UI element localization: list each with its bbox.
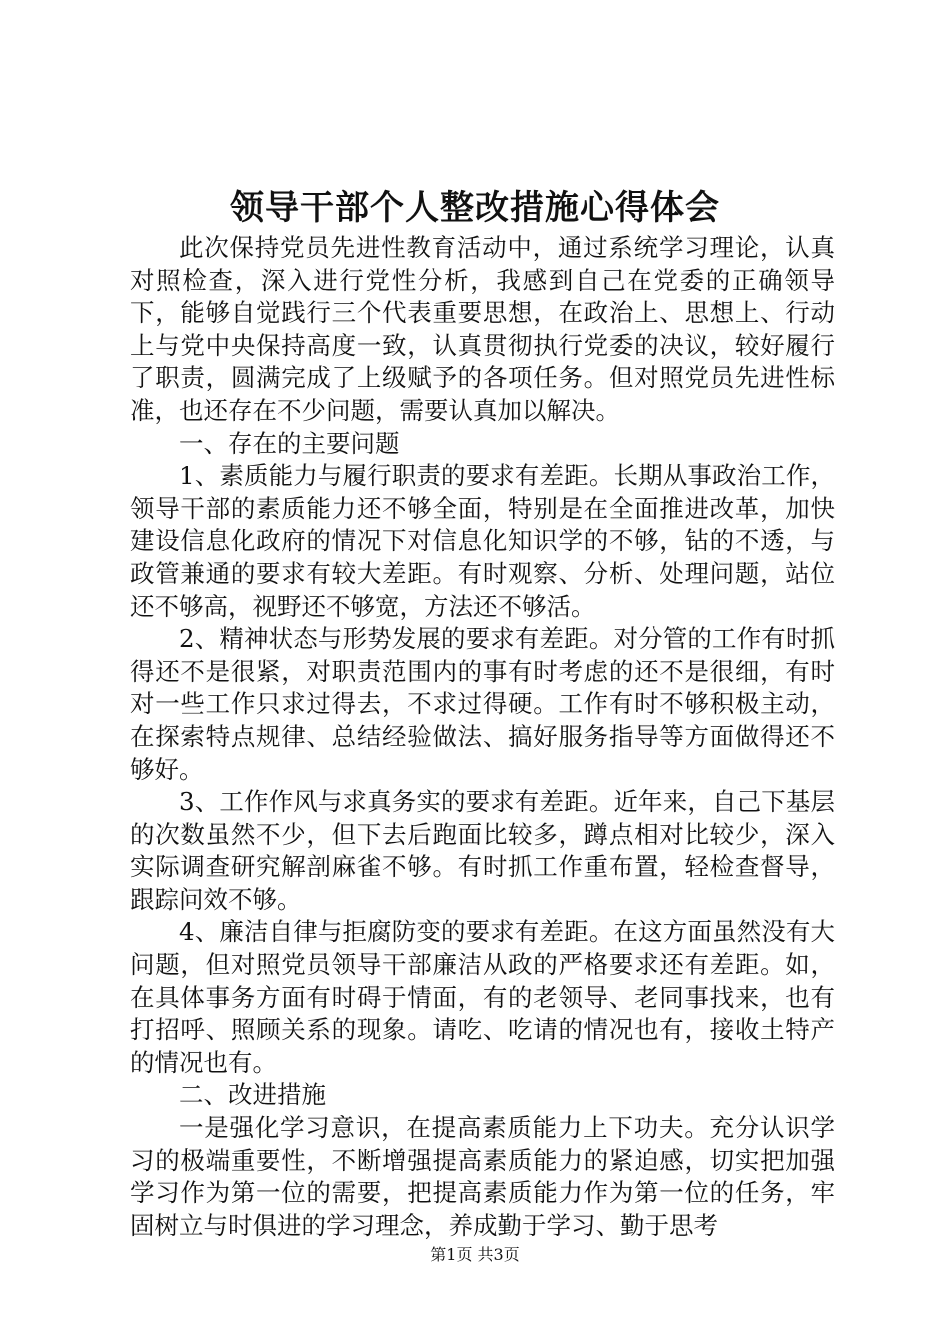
measure-paragraph-1: 一是强化学习意识，在提高素质能力上下功夫。充分认识学习的极端重要性，不断增强提高素质能力的紧迫感，切实把加强学习作为第一位的需要，把提高素质能力作为第一位的任务，牢固树立与时俱进的学习理念，养成勤于学习、勤于思考 <box>130 1113 835 1240</box>
document-body <box>130 232 835 1242</box>
problem-paragraph-4: 4、廉洁自律与拒腐防变的要求有差距。在这方面虽然没有大问题，但对照党员领导干部廉洁从政的严格要求还有差距。如，在具体事务方面有时碍于情面，有的老领导、老同事找来，也有打招呼、照顾关系的现象。请吃、吃请的情况也有，接收土特产的情况也有。 <box>130 917 835 1077</box>
section-heading-problems: 一、存在的主要问题 <box>179 428 400 458</box>
problem-paragraph-1: 1、素质能力与履行职责的要求有差距。长期从事政治工作，领导干部的素质能力还不够全面，特别是在全面推进改革，加快建设信息化政府的情况下对信息化知识学的不够，钻的不透，与政管兼通的要求有较大差距。有时观察、分析、处理问题，站位还不够高，视野还不够宽，方法还不够活。 <box>130 461 835 621</box>
page-footer: 第1页 共3页 <box>430 1245 520 1264</box>
document-title: 领导干部个人整改措施心得体会 <box>230 188 720 228</box>
problem-paragraph-2: 2、精神状态与形势发展的要求有差距。对分管的工作有时抓得还不是很紧，对职责范围内的事有时考虑的还不是很细，有时对一些工作只求过得去，不求过得硬。工作有时不够积极主动，在探索特点规律、总结经验做法、搞好服务指导等方面做得还不够好。 <box>130 624 835 784</box>
section-heading-measures: 二、改进措施 <box>179 1080 326 1110</box>
intro-paragraph: 此次保持党员先进性教育活动中，通过系统学习理论，认真对照检查，深入进行党性分析，我感到自己在党委的正确领导下，能够自觉践行三个代表重要思想，在政治上、思想上、行动上与党中央保持高度一致，认真贯彻执行党委的决议，较好履行了职责，圆满完成了上级赋予的各项任务。但对照党员先进性标准，也还存在不少问题，需要认真加以解决。 <box>130 233 835 425</box>
problem-paragraph-3: 3、工作作风与求真务实的要求有差距。近年来，自己下基层的次数虽然不少，但下去后跑面比较多，蹲点相对比较少，深入实际调查研究解剖麻雀不够。有时抓工作重布置，轻检查督导，跟踪问效不够。 <box>130 787 835 914</box>
